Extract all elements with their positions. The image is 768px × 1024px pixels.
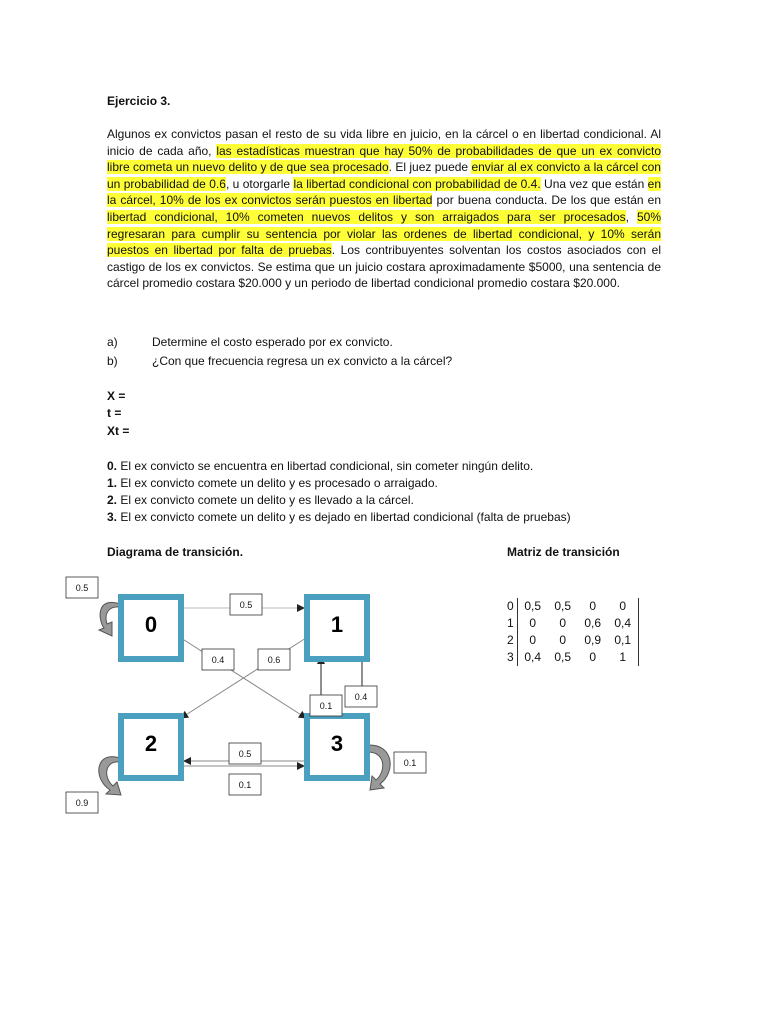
- paragraph-text: Algunos ex convictos pasan el resto de su vida libre en juicio, en la cárcel o en libertad condicional. Al inicio de cada año,: [107, 127, 661, 158]
- node-3-label: 3: [330, 731, 344, 756]
- question-b: [107, 354, 452, 368]
- state-3: [107, 510, 571, 524]
- matrix-cell: 0: [517, 615, 548, 632]
- matrix-row: [505, 632, 638, 649]
- highlighted-text: enviar al ex convicto a la cárcel con un probabilidad de 0.6: [107, 160, 661, 191]
- matrix-row-index: 1: [507, 616, 514, 630]
- problem-paragraph: [107, 126, 661, 292]
- matrix-cell: 0,5: [517, 598, 548, 615]
- matrix-row: [505, 615, 638, 632]
- matrix-cell: 0: [517, 632, 548, 649]
- state-2-num: 2.: [107, 493, 118, 507]
- state-2: [107, 493, 414, 507]
- self-loop-2: [99, 757, 121, 795]
- state-0-num: 0.: [107, 459, 118, 473]
- transition-diagram: [0, 560, 768, 830]
- label-self0: 0.5: [75, 583, 89, 593]
- node-0-label: 0: [144, 612, 158, 637]
- matrix-row: [505, 649, 638, 666]
- label-e23: 0.1: [238, 780, 252, 790]
- node-1-label: 1: [330, 612, 344, 637]
- matrix-cell: 1: [608, 649, 639, 666]
- self-loop-3: [368, 745, 390, 790]
- state-1-num: 1.: [107, 476, 118, 490]
- variable-t: t =: [107, 406, 122, 420]
- highlighted-text: las estadísticas muestran que hay 50% de probabilidades de que un ex convicto libre cometa un nuevo delito y de que sea procesado: [107, 143, 662, 175]
- question-a-text: Determine el costo esperado por ex convicto.: [152, 335, 393, 349]
- matrix-row-index: 0: [507, 599, 514, 613]
- matrix-cell: 0,1: [608, 632, 639, 649]
- matrix-cell: 0,5: [554, 650, 572, 664]
- label-e12: 0.6: [267, 655, 281, 665]
- question-a: [107, 335, 393, 349]
- self-loop-0: [99, 602, 120, 636]
- label-self2: 0.9: [75, 798, 89, 808]
- matrix-cell: 0,4: [608, 615, 639, 632]
- matrix-cell: 0: [559, 616, 567, 630]
- label-self3: 0.1: [403, 758, 417, 768]
- matrix-cell: 0: [608, 598, 639, 615]
- matrix-cell: 0: [589, 599, 597, 613]
- state-1-text: El ex convicto comete un delito y es procesado o arraigado.: [117, 476, 438, 490]
- label-e13: 0.4: [354, 692, 368, 702]
- paragraph-text: . Los contribuyentes solventan los costos asociados con el castigo de los ex convictos. Se estima que un juicio costara aproximadamente $5000, una sentencia de cárcel promedio costara $20.000 y un periodo de libertad condicional promedio costara $20.000.: [107, 243, 661, 291]
- matrix-row: [505, 598, 638, 615]
- matrix-cell: 0,6: [584, 616, 602, 630]
- matrix-cell: 0: [589, 650, 597, 664]
- highlighted-text: libertad condicional, 10% cometen nuevos delitos y son arraigados para ser procesados: [107, 209, 626, 224]
- label-e32: 0.5: [238, 749, 252, 759]
- node-2-label: 2: [144, 731, 158, 756]
- variable-xt: Xt =: [107, 424, 130, 438]
- variable-x: X =: [107, 389, 126, 403]
- question-b-label: b): [107, 354, 118, 368]
- transition-matrix: [505, 598, 639, 666]
- matrix-cell: 0,5: [554, 599, 572, 613]
- highlighted-text: 50% regresaran para cumplir su sentencia por violar las ordenes de libertad condicional, y 10% serán puestos en libertad por falta de pruebas: [107, 209, 661, 258]
- matrix-cell: 0,4: [517, 649, 548, 666]
- question-b-text: ¿Con que frecuencia regresa un ex convicto a la cárcel?: [152, 354, 453, 368]
- highlighted-text: la libertad condicional con probabilidad de 0.4.: [293, 176, 541, 191]
- matrix-heading: Matriz de transición: [507, 545, 620, 559]
- exercise-title: Ejercicio 3.: [107, 94, 171, 108]
- state-0: [107, 459, 533, 473]
- matrix-row-index: 3: [507, 650, 514, 664]
- paragraph-text: ,: [625, 209, 637, 224]
- state-1: [107, 476, 438, 490]
- paragraph-text: por buena conducta. De los que están en: [432, 193, 661, 208]
- state-3-text: El ex convicto comete un delito y es dejado en libertad condicional (falta de pruebas): [117, 510, 571, 524]
- label-e31: 0.1: [319, 701, 333, 711]
- state-2-text: El ex convicto comete un delito y es llevado a la cárcel.: [117, 493, 414, 507]
- diagram-heading: Diagrama de transición.: [107, 545, 244, 559]
- label-e01: 0.5: [239, 600, 253, 610]
- state-0-text: El ex convicto se encuentra en libertad condicional, sin cometer ningún delito.: [117, 459, 534, 473]
- matrix-cell: 0: [559, 633, 567, 647]
- highlighted-text: en la cárcel, 10% de los ex convictos serán puestos en libertad: [107, 176, 662, 208]
- matrix-row-index: 2: [507, 633, 514, 647]
- label-e03: 0.4: [211, 655, 225, 665]
- paragraph-text: . El juez puede: [388, 160, 472, 175]
- paragraph-text: , u otorgarle: [225, 176, 294, 191]
- matrix-cell: 0,9: [584, 633, 602, 647]
- state-3-num: 3.: [107, 510, 118, 524]
- paragraph-text: Una vez que están: [540, 176, 648, 191]
- question-a-label: a): [107, 335, 118, 349]
